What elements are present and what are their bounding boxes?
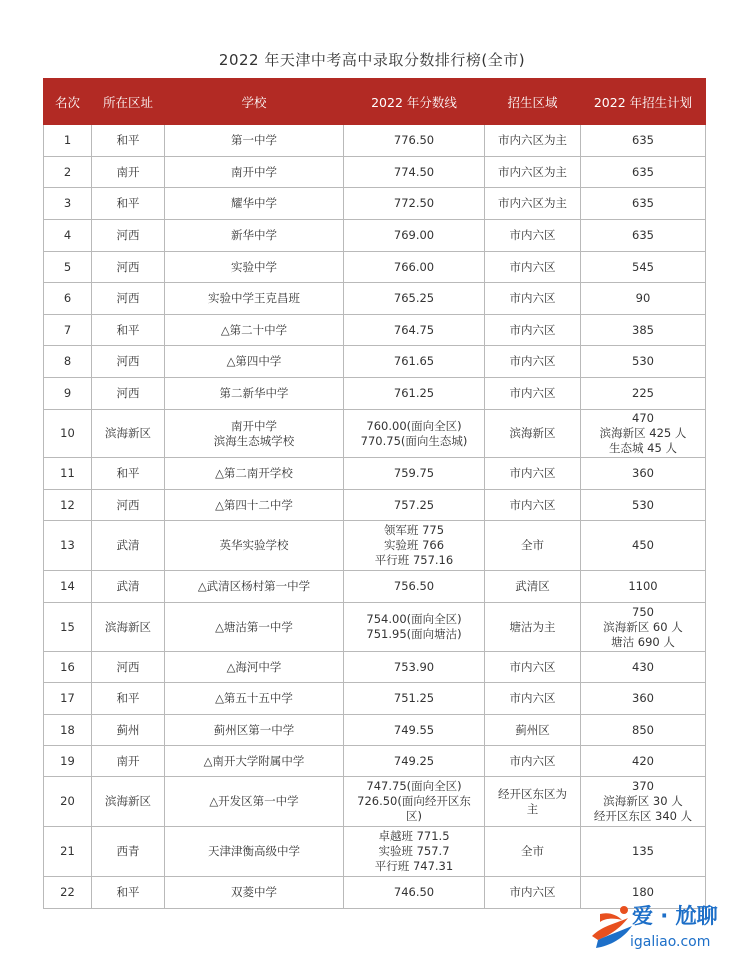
cell-district: 河西 (92, 378, 165, 410)
cell-plan-line: 360 (632, 691, 654, 705)
cell-area-line: 蓟州区 (515, 722, 550, 737)
cell-plan (581, 746, 706, 777)
cell-rank: 16 (44, 652, 92, 683)
cell-school-line: △海河中学 (226, 659, 282, 674)
cell-score-line: 774.50 (393, 164, 435, 179)
cell-area-line: 市内六区 (509, 659, 556, 674)
cell-school (165, 458, 344, 490)
cell-area (485, 827, 581, 877)
cell-plan-line: 1100 (628, 579, 658, 593)
cell-area-line: 全市 (521, 844, 544, 858)
cell-score-line: 756.50 (393, 579, 435, 593)
cell-score-line: 751.95(面向塘沽) (366, 627, 462, 641)
cell-school (165, 715, 344, 746)
cell-district: 和平 (92, 683, 165, 715)
cell-school (165, 571, 344, 603)
watermark-logo (588, 896, 738, 962)
cell-plan (581, 777, 706, 827)
cell-district: 蓟州 (92, 715, 165, 746)
cell-score-line: 772.50 (393, 196, 435, 210)
table-row (44, 315, 706, 346)
cell-rank: 9 (44, 378, 92, 410)
col-header-school: 学校 (165, 79, 344, 125)
cell-score-line: 卓越班 771.5 (378, 829, 450, 843)
cell-district: 河西 (92, 220, 165, 252)
cell-area-line: 市内六区 (509, 885, 556, 899)
cell-plan (581, 827, 706, 877)
cell-plan (581, 157, 706, 188)
cell-school (165, 220, 344, 252)
cell-score-line: 726.50(面向经开区东 (357, 794, 471, 808)
table-body (44, 125, 706, 909)
cell-plan-line: 370 (632, 779, 654, 793)
cell-school-line: 耀华中学 (231, 196, 277, 210)
cell-area-line: 经开区东区为 (498, 786, 567, 801)
cell-rank: 13 (44, 521, 92, 571)
cell-district: 河西 (92, 652, 165, 683)
cell-school (165, 315, 344, 346)
cell-plan (581, 346, 706, 378)
cell-plan-line: 545 (632, 259, 654, 274)
cell-score (344, 188, 485, 220)
cell-school (165, 521, 344, 571)
cell-rank: 21 (44, 827, 92, 877)
cell-area-line: 市内六区 (509, 322, 556, 337)
cell-plan-line: 420 (632, 753, 654, 768)
cell-school-line: 南开中学 (231, 418, 277, 433)
cell-score-line: 平行班 757.16 (374, 553, 454, 567)
cell-district: 滨海新区 (92, 603, 165, 652)
table-row (44, 827, 706, 877)
cell-school-line: 第二新华中学 (219, 386, 289, 400)
cell-school-line: △第四十二中学 (215, 497, 293, 512)
cell-plan-line: 滨海新区 60 人 (603, 619, 683, 634)
cell-area (485, 458, 581, 490)
cell-score (344, 715, 485, 746)
cell-area (485, 603, 581, 652)
cell-plan-line: 530 (632, 497, 654, 512)
cell-plan-line: 635 (632, 164, 654, 179)
table-row (44, 715, 706, 746)
cell-score (344, 490, 485, 521)
cell-score (344, 521, 485, 571)
table-row (44, 157, 706, 188)
cell-area-line: 市内六区 (509, 291, 556, 305)
cell-school (165, 378, 344, 410)
cell-school-line: △第二十中学 (220, 322, 288, 337)
cell-area (485, 652, 581, 683)
cell-score-line: 776.50 (393, 133, 435, 147)
cell-plan-line: 塘沽 690 人 (611, 634, 675, 649)
cell-area (485, 715, 581, 746)
cell-score-line: 746.50 (393, 885, 435, 899)
cell-score (344, 652, 485, 683)
cell-district: 河西 (92, 490, 165, 521)
watermark-url: igaliao.com (630, 934, 711, 950)
cell-score-line: 751.25 (393, 691, 435, 705)
cell-rank: 1 (44, 125, 92, 157)
cell-area-line: 武清区 (515, 579, 550, 593)
cell-score-line: 754.00(面向全区) (366, 612, 462, 626)
cell-score-line: 实验班 766 (383, 538, 445, 552)
cell-plan-line: 90 (635, 291, 651, 305)
cell-school-line: 实验中学王克昌班 (208, 291, 300, 305)
cell-school-line: 实验中学 (231, 259, 277, 274)
table-row (44, 458, 706, 490)
cell-area-line: 市内六区 (509, 354, 556, 368)
cell-plan-line: 430 (632, 659, 654, 674)
cell-score-line: 749.55 (393, 722, 435, 737)
cell-school-line: △第四中学 (226, 354, 282, 368)
cell-area (485, 220, 581, 252)
table-row (44, 490, 706, 521)
table-row (44, 571, 706, 603)
cell-district: 滨海新区 (92, 410, 165, 458)
cell-score (344, 571, 485, 603)
cell-area (485, 283, 581, 315)
ranking-table (43, 78, 706, 909)
cell-score (344, 410, 485, 458)
cell-school (165, 827, 344, 877)
cell-rank: 8 (44, 346, 92, 378)
cell-plan-line: 750 (632, 604, 654, 619)
cell-plan-line: 180 (632, 885, 654, 899)
cell-school-line: △开发区第一中学 (209, 794, 299, 808)
cell-district: 河西 (92, 283, 165, 315)
cell-area-line: 市内六区 (509, 466, 556, 480)
cell-school (165, 157, 344, 188)
cell-district: 南开 (92, 157, 165, 188)
cell-school (165, 346, 344, 378)
cell-plan-line: 135 (632, 844, 654, 858)
cell-school-line: 英华实验学校 (219, 538, 289, 552)
cell-rank: 3 (44, 188, 92, 220)
cell-area-line: 市内六区为主 (498, 164, 567, 179)
cell-plan (581, 315, 706, 346)
cell-plan (581, 458, 706, 490)
cell-rank: 10 (44, 410, 92, 458)
cell-score-line: 753.90 (393, 659, 435, 674)
cell-school (165, 283, 344, 315)
table-row (44, 283, 706, 315)
cell-school-line: △塘沽第一中学 (215, 619, 293, 634)
cell-district: 南开 (92, 746, 165, 777)
cell-rank: 12 (44, 490, 92, 521)
table-row (44, 410, 706, 458)
cell-area (485, 490, 581, 521)
cell-school-line: 双菱中学 (231, 885, 277, 899)
cell-area-line: 市内六区为主 (498, 196, 567, 210)
col-header-area: 招生区域 (485, 79, 581, 125)
cell-score-line: 765.25 (393, 291, 435, 305)
cell-score-line: 760.00(面向全区) (366, 418, 462, 433)
cell-district: 和平 (92, 315, 165, 346)
cell-plan-line: 635 (632, 196, 654, 210)
cell-rank: 7 (44, 315, 92, 346)
cell-plan-line: 滨海新区 30 人 (603, 794, 683, 808)
cell-plan (581, 490, 706, 521)
cell-school (165, 410, 344, 458)
cell-area (485, 410, 581, 458)
cell-school (165, 252, 344, 283)
cell-rank: 6 (44, 283, 92, 315)
cell-score-line: 区) (406, 809, 422, 823)
table-row (44, 652, 706, 683)
cell-school (165, 603, 344, 652)
cell-area (485, 777, 581, 827)
cell-score (344, 603, 485, 652)
cell-score (344, 157, 485, 188)
cell-district: 河西 (92, 252, 165, 283)
cell-plan (581, 283, 706, 315)
cell-plan (581, 378, 706, 410)
cell-area (485, 746, 581, 777)
cell-school (165, 777, 344, 827)
cell-rank: 14 (44, 571, 92, 603)
cell-area (485, 378, 581, 410)
cell-score (344, 283, 485, 315)
table-row (44, 603, 706, 652)
table-row (44, 777, 706, 827)
cell-score (344, 125, 485, 157)
cell-school-line: 蓟州区第一中学 (213, 722, 295, 737)
cell-plan-line: 635 (632, 133, 654, 147)
table-row (44, 378, 706, 410)
cell-area-line: 市内六区 (509, 228, 556, 242)
cell-area (485, 683, 581, 715)
cell-school-line: △南开大学附属中学 (203, 753, 305, 768)
cell-plan (581, 521, 706, 571)
cell-school (165, 652, 344, 683)
cell-score-line: 761.65 (393, 354, 435, 368)
cell-score-line: 757.25 (393, 497, 435, 512)
cell-score (344, 346, 485, 378)
cell-plan-line: 385 (632, 322, 654, 337)
cell-area-line: 市内六区 (509, 753, 556, 768)
cell-plan-line: 生态城 45 人 (609, 441, 677, 455)
cell-district: 武清 (92, 521, 165, 571)
table-row (44, 346, 706, 378)
table-row (44, 188, 706, 220)
cell-area-line: 滨海新区 (509, 426, 556, 440)
cell-school-line: 天津津衡高级中学 (208, 844, 300, 858)
cell-score (344, 877, 485, 909)
cell-rank: 2 (44, 157, 92, 188)
cell-plan-line: 470 (632, 411, 654, 425)
watermark-title: 爱 · 尬聊 (632, 904, 718, 928)
cell-plan (581, 125, 706, 157)
cell-plan-line: 225 (632, 386, 654, 400)
cell-score-line: 759.75 (393, 466, 435, 480)
cell-school-line: 第一中学 (231, 133, 277, 147)
table-row (44, 125, 706, 157)
cell-plan (581, 220, 706, 252)
cell-score (344, 777, 485, 827)
cell-plan (581, 603, 706, 652)
cell-area (485, 346, 581, 378)
cell-district: 武清 (92, 571, 165, 603)
cell-area-line: 市内六区 (509, 691, 556, 705)
cell-score (344, 827, 485, 877)
cell-plan-line: 经开区东区 340 人 (593, 809, 693, 823)
cell-area (485, 188, 581, 220)
cell-score-line: 747.75(面向全区) (366, 779, 462, 793)
table-header (44, 79, 706, 125)
cell-school-line: 滨海生态城学校 (213, 433, 295, 448)
cell-score-line: 实验班 757.7 (378, 844, 450, 858)
cell-school (165, 188, 344, 220)
cell-score-line: 平行班 747.31 (374, 859, 454, 873)
cell-rank: 5 (44, 252, 92, 283)
cell-school (165, 490, 344, 521)
cell-score (344, 683, 485, 715)
cell-plan (581, 410, 706, 458)
cell-school (165, 746, 344, 777)
cell-district: 滨海新区 (92, 777, 165, 827)
cell-area-line: 市内六区 (509, 386, 556, 400)
cell-score (344, 220, 485, 252)
cell-score-line: 领军班 775 (383, 523, 445, 537)
table-row (44, 746, 706, 777)
col-header-district: 所在区址 (92, 79, 165, 125)
cell-plan (581, 252, 706, 283)
cell-rank: 17 (44, 683, 92, 715)
cell-plan-line: 360 (632, 466, 654, 480)
cell-rank: 15 (44, 603, 92, 652)
cell-plan (581, 683, 706, 715)
cell-rank: 4 (44, 220, 92, 252)
cell-score (344, 378, 485, 410)
cell-rank: 18 (44, 715, 92, 746)
cell-plan-line: 530 (632, 354, 654, 368)
cell-area (485, 125, 581, 157)
cell-score-line: 749.25 (393, 753, 435, 768)
col-header-rank: 名次 (44, 79, 92, 125)
cell-plan (581, 571, 706, 603)
cell-district: 和平 (92, 458, 165, 490)
col-header-score: 2022 年分数线 (344, 79, 485, 125)
cell-area-line: 市内六区 (509, 259, 556, 274)
cell-area-line: 市内六区为主 (498, 133, 567, 147)
cell-rank: 11 (44, 458, 92, 490)
cell-score (344, 458, 485, 490)
cell-rank: 20 (44, 777, 92, 827)
cell-school-line: △第五十五中学 (215, 691, 293, 705)
cell-area (485, 877, 581, 909)
bird-logo-icon (588, 896, 636, 956)
cell-plan (581, 715, 706, 746)
table-row (44, 220, 706, 252)
cell-score-line: 764.75 (393, 322, 435, 337)
cell-area-line: 塘沽为主 (509, 619, 556, 634)
table-row (44, 252, 706, 283)
cell-area (485, 571, 581, 603)
cell-area-line: 市内六区 (509, 497, 556, 512)
cell-district: 河西 (92, 346, 165, 378)
col-header-plan: 2022 年招生计划 (581, 79, 706, 125)
table-row (44, 521, 706, 571)
table-row (44, 683, 706, 715)
cell-plan-line: 滨海新区 425 人 (599, 426, 687, 440)
cell-school (165, 125, 344, 157)
cell-area (485, 521, 581, 571)
cell-area-line: 全市 (521, 538, 544, 552)
cell-plan-line: 450 (632, 538, 654, 552)
cell-district: 和平 (92, 188, 165, 220)
cell-school (165, 683, 344, 715)
cell-school (165, 877, 344, 909)
cell-score-line: 770.75(面向生态城) (360, 433, 468, 448)
page-title: 2022 年天津中考高中录取分数排行榜(全市) (218, 51, 526, 69)
cell-plan (581, 652, 706, 683)
cell-school-line: △武清区杨村第一中学 (197, 579, 311, 593)
cell-plan-line: 635 (632, 228, 654, 242)
cell-score-line: 761.25 (393, 386, 435, 400)
cell-score (344, 252, 485, 283)
cell-area-line: 主 (526, 801, 539, 816)
cell-rank: 22 (44, 877, 92, 909)
cell-area (485, 157, 581, 188)
cell-school-line: 南开中学 (231, 164, 277, 179)
cell-district: 西青 (92, 827, 165, 877)
cell-score (344, 746, 485, 777)
cell-score-line: 769.00 (393, 228, 435, 242)
cell-school-line: 新华中学 (231, 228, 277, 242)
cell-plan (581, 188, 706, 220)
cell-area (485, 315, 581, 346)
cell-district: 和平 (92, 877, 165, 909)
cell-plan-line: 850 (632, 722, 654, 737)
cell-area (485, 252, 581, 283)
cell-district: 和平 (92, 125, 165, 157)
cell-score (344, 315, 485, 346)
cell-score-line: 766.00 (393, 259, 435, 274)
cell-rank: 19 (44, 746, 92, 777)
cell-school-line: △第二南开学校 (215, 466, 293, 480)
